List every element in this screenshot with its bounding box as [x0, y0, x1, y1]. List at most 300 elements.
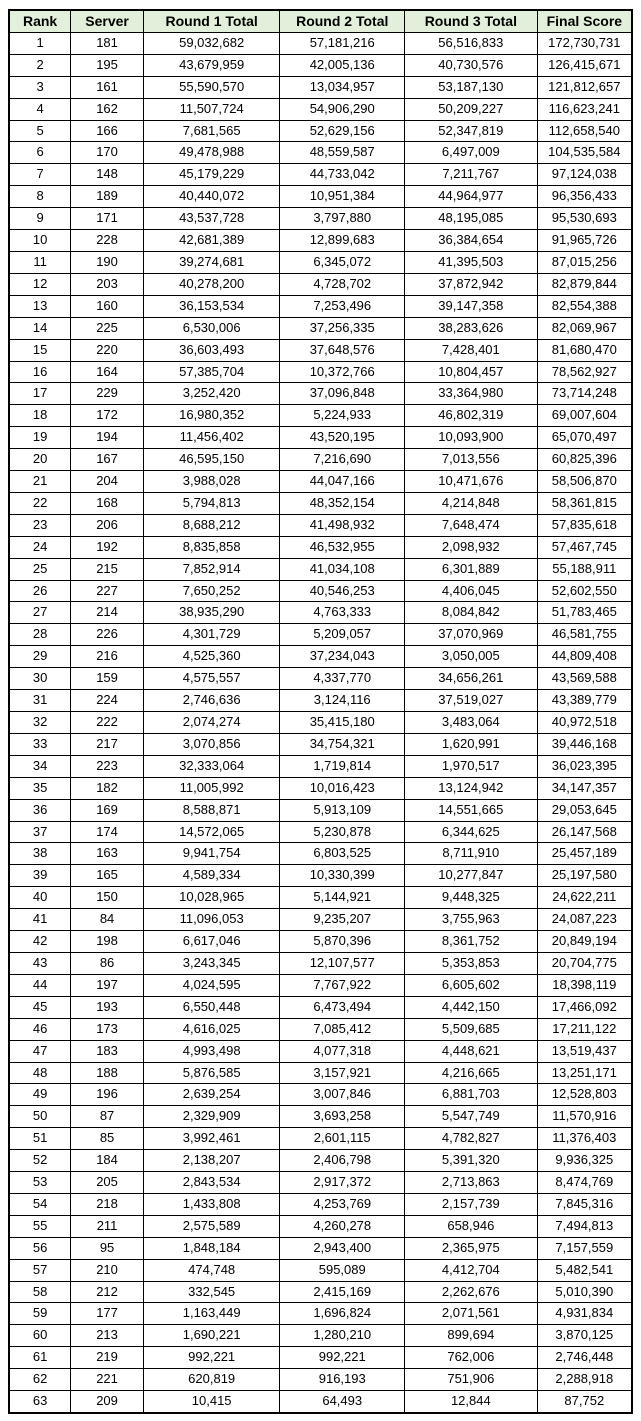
- cell-round3-total: 899,694: [405, 1325, 538, 1347]
- cell-round3-total: 1,970,517: [405, 755, 538, 777]
- cell-round1-total: 5,794,813: [143, 492, 280, 514]
- cell-rank: 49: [9, 1084, 71, 1106]
- cell-rank: 19: [9, 427, 71, 449]
- cell-rank: 38: [9, 843, 71, 865]
- cell-round2-total: 916,193: [280, 1369, 405, 1391]
- cell-final-score: 25,197,580: [537, 865, 632, 887]
- cell-round2-total: 34,754,321: [280, 733, 405, 755]
- cell-round3-total: 4,442,150: [405, 996, 538, 1018]
- cell-rank: 31: [9, 690, 71, 712]
- cell-final-score: 13,519,437: [537, 1040, 632, 1062]
- cell-server: 161: [71, 76, 144, 98]
- cell-server: 205: [71, 1172, 144, 1194]
- cell-round3-total: 37,070,969: [405, 624, 538, 646]
- table-row: [9, 1237, 632, 1259]
- table-row: [9, 1391, 632, 1413]
- cell-round3-total: 38,283,626: [405, 317, 538, 339]
- table-row: [9, 54, 632, 76]
- table-row: [9, 295, 632, 317]
- cell-final-score: 87,752: [537, 1391, 632, 1413]
- cell-server: 95: [71, 1237, 144, 1259]
- table-row: [9, 690, 632, 712]
- cell-round3-total: 1,620,991: [405, 733, 538, 755]
- table-row: [9, 887, 632, 909]
- cell-server: 184: [71, 1150, 144, 1172]
- cell-round2-total: 37,234,043: [280, 646, 405, 668]
- cell-server: 160: [71, 295, 144, 317]
- cell-round1-total: 39,274,681: [143, 251, 280, 273]
- cell-round1-total: 474,748: [143, 1259, 280, 1281]
- cell-round3-total: 13,124,942: [405, 777, 538, 799]
- cell-final-score: 46,581,755: [537, 624, 632, 646]
- cell-rank: 24: [9, 536, 71, 558]
- table-row: [9, 32, 632, 54]
- cell-round1-total: 3,992,461: [143, 1128, 280, 1150]
- cell-round1-total: 7,650,252: [143, 580, 280, 602]
- cell-round3-total: 53,187,130: [405, 76, 538, 98]
- cell-round3-total: 8,084,842: [405, 602, 538, 624]
- cell-server: 189: [71, 186, 144, 208]
- cell-rank: 8: [9, 186, 71, 208]
- cell-round1-total: 32,333,064: [143, 755, 280, 777]
- cell-round1-total: 59,032,682: [143, 32, 280, 54]
- table-row: [9, 208, 632, 230]
- cell-round1-total: 7,852,914: [143, 558, 280, 580]
- table-row: [9, 952, 632, 974]
- cell-final-score: 7,845,316: [537, 1193, 632, 1215]
- cell-round1-total: 2,074,274: [143, 712, 280, 734]
- cell-round2-total: 57,181,216: [280, 32, 405, 54]
- cell-round2-total: 7,767,922: [280, 974, 405, 996]
- cell-server: 196: [71, 1084, 144, 1106]
- cell-final-score: 9,936,325: [537, 1150, 632, 1172]
- cell-final-score: 11,570,916: [537, 1106, 632, 1128]
- cell-round2-total: 4,253,769: [280, 1193, 405, 1215]
- cell-round3-total: 10,277,847: [405, 865, 538, 887]
- cell-server: 150: [71, 887, 144, 909]
- cell-round2-total: 44,733,042: [280, 164, 405, 186]
- cell-round3-total: 5,509,685: [405, 1018, 538, 1040]
- cell-rank: 57: [9, 1259, 71, 1281]
- table-row: [9, 471, 632, 493]
- table-row: [9, 120, 632, 142]
- cell-server: 217: [71, 733, 144, 755]
- cell-round2-total: 2,917,372: [280, 1172, 405, 1194]
- cell-round3-total: 751,906: [405, 1369, 538, 1391]
- cell-round2-total: 4,077,318: [280, 1040, 405, 1062]
- cell-rank: 5: [9, 120, 71, 142]
- cell-final-score: 91,965,726: [537, 230, 632, 252]
- cell-round1-total: 4,575,557: [143, 668, 280, 690]
- table-row: [9, 492, 632, 514]
- cell-round2-total: 4,763,333: [280, 602, 405, 624]
- cell-round1-total: 2,329,909: [143, 1106, 280, 1128]
- cell-round3-total: 48,195,085: [405, 208, 538, 230]
- cell-server: 173: [71, 1018, 144, 1040]
- cell-round3-total: 6,605,602: [405, 974, 538, 996]
- cell-final-score: 43,389,779: [537, 690, 632, 712]
- cell-round3-total: 3,050,005: [405, 646, 538, 668]
- cell-server: 169: [71, 799, 144, 821]
- cell-server: 87: [71, 1106, 144, 1128]
- cell-server: 222: [71, 712, 144, 734]
- cell-rank: 62: [9, 1369, 71, 1391]
- cell-final-score: 3,870,125: [537, 1325, 632, 1347]
- cell-round2-total: 3,693,258: [280, 1106, 405, 1128]
- cell-final-score: 12,528,803: [537, 1084, 632, 1106]
- cell-final-score: 24,087,223: [537, 909, 632, 931]
- cell-round2-total: 5,870,396: [280, 931, 405, 953]
- cell-final-score: 36,023,395: [537, 755, 632, 777]
- header-row: [9, 10, 632, 32]
- cell-rank: 56: [9, 1237, 71, 1259]
- cell-round1-total: 9,941,754: [143, 843, 280, 865]
- cell-final-score: 29,053,645: [537, 799, 632, 821]
- cell-server: 228: [71, 230, 144, 252]
- cell-rank: 25: [9, 558, 71, 580]
- table-row: [9, 1347, 632, 1369]
- cell-round2-total: 3,797,880: [280, 208, 405, 230]
- cell-round3-total: 10,093,900: [405, 427, 538, 449]
- table-row: [9, 230, 632, 252]
- cell-round1-total: 2,138,207: [143, 1150, 280, 1172]
- cell-rank: 43: [9, 952, 71, 974]
- cell-rank: 3: [9, 76, 71, 98]
- cell-server: 192: [71, 536, 144, 558]
- cell-round3-total: 44,964,977: [405, 186, 538, 208]
- cell-rank: 58: [9, 1281, 71, 1303]
- cell-round3-total: 14,551,665: [405, 799, 538, 821]
- cell-final-score: 97,124,038: [537, 164, 632, 186]
- cell-final-score: 69,007,604: [537, 405, 632, 427]
- cell-server: 183: [71, 1040, 144, 1062]
- cell-server: 182: [71, 777, 144, 799]
- cell-server: 188: [71, 1062, 144, 1084]
- cell-round3-total: 5,547,749: [405, 1106, 538, 1128]
- cell-rank: 45: [9, 996, 71, 1018]
- leaderboard-table: [8, 9, 633, 1414]
- cell-final-score: 82,554,388: [537, 295, 632, 317]
- cell-server: 221: [71, 1369, 144, 1391]
- cell-rank: 4: [9, 98, 71, 120]
- cell-rank: 42: [9, 931, 71, 953]
- cell-round1-total: 6,617,046: [143, 931, 280, 953]
- cell-server: 212: [71, 1281, 144, 1303]
- cell-final-score: 24,622,211: [537, 887, 632, 909]
- cell-server: 229: [71, 383, 144, 405]
- cell-final-score: 121,812,657: [537, 76, 632, 98]
- cell-server: 193: [71, 996, 144, 1018]
- cell-round3-total: 2,098,932: [405, 536, 538, 558]
- cell-server: 171: [71, 208, 144, 230]
- table-row: [9, 602, 632, 624]
- cell-round1-total: 57,385,704: [143, 361, 280, 383]
- cell-final-score: 44,809,408: [537, 646, 632, 668]
- cell-round2-total: 43,520,195: [280, 427, 405, 449]
- cell-rank: 13: [9, 295, 71, 317]
- cell-round1-total: 49,478,988: [143, 142, 280, 164]
- cell-round3-total: 5,353,853: [405, 952, 538, 974]
- cell-final-score: 7,494,813: [537, 1215, 632, 1237]
- table-row: [9, 1281, 632, 1303]
- cell-server: 209: [71, 1391, 144, 1413]
- cell-rank: 46: [9, 1018, 71, 1040]
- table-row: [9, 1369, 632, 1391]
- cell-round3-total: 4,448,621: [405, 1040, 538, 1062]
- cell-final-score: 11,376,403: [537, 1128, 632, 1150]
- cell-final-score: 104,535,584: [537, 142, 632, 164]
- cell-round3-total: 762,006: [405, 1347, 538, 1369]
- cell-final-score: 57,835,618: [537, 514, 632, 536]
- cell-round1-total: 4,301,729: [143, 624, 280, 646]
- cell-server: 162: [71, 98, 144, 120]
- table-row: [9, 755, 632, 777]
- cell-round2-total: 10,951,384: [280, 186, 405, 208]
- table-row: [9, 580, 632, 602]
- cell-round1-total: 14,572,065: [143, 821, 280, 843]
- table-row: [9, 142, 632, 164]
- cell-server: 203: [71, 273, 144, 295]
- cell-server: 190: [71, 251, 144, 273]
- cell-round3-total: 7,013,556: [405, 449, 538, 471]
- cell-round1-total: 8,688,212: [143, 514, 280, 536]
- cell-server: 216: [71, 646, 144, 668]
- table-row: [9, 1193, 632, 1215]
- cell-round2-total: 64,493: [280, 1391, 405, 1413]
- cell-round3-total: 2,262,676: [405, 1281, 538, 1303]
- cell-rank: 52: [9, 1150, 71, 1172]
- cell-round1-total: 8,588,871: [143, 799, 280, 821]
- table-row: [9, 1150, 632, 1172]
- cell-round2-total: 37,648,576: [280, 339, 405, 361]
- cell-final-score: 17,211,122: [537, 1018, 632, 1040]
- cell-round3-total: 46,802,319: [405, 405, 538, 427]
- cell-round3-total: 6,881,703: [405, 1084, 538, 1106]
- cell-round1-total: 6,530,006: [143, 317, 280, 339]
- cell-round1-total: 4,525,360: [143, 646, 280, 668]
- cell-round3-total: 10,804,457: [405, 361, 538, 383]
- cell-round1-total: 36,153,534: [143, 295, 280, 317]
- cell-final-score: 73,714,248: [537, 383, 632, 405]
- cell-round2-total: 37,096,848: [280, 383, 405, 405]
- cell-round3-total: 12,844: [405, 1391, 538, 1413]
- cell-round3-total: 4,406,045: [405, 580, 538, 602]
- cell-rank: 21: [9, 471, 71, 493]
- cell-round1-total: 11,456,402: [143, 427, 280, 449]
- cell-final-score: 25,457,189: [537, 843, 632, 865]
- table-row: [9, 536, 632, 558]
- table-row: [9, 624, 632, 646]
- cell-round1-total: 40,278,200: [143, 273, 280, 295]
- cell-round1-total: 1,690,221: [143, 1325, 280, 1347]
- cell-rank: 15: [9, 339, 71, 361]
- column-header-round1-total: Round 1 Total: [143, 10, 280, 32]
- cell-final-score: 5,010,390: [537, 1281, 632, 1303]
- cell-round2-total: 1,280,210: [280, 1325, 405, 1347]
- cell-round3-total: 2,157,739: [405, 1193, 538, 1215]
- cell-round3-total: 4,782,827: [405, 1128, 538, 1150]
- cell-round2-total: 10,372,766: [280, 361, 405, 383]
- cell-round3-total: 8,711,910: [405, 843, 538, 865]
- table-row: [9, 1215, 632, 1237]
- cell-server: 174: [71, 821, 144, 843]
- cell-server: 167: [71, 449, 144, 471]
- cell-server: 168: [71, 492, 144, 514]
- cell-round2-total: 1,719,814: [280, 755, 405, 777]
- column-header-rank: Rank: [9, 10, 71, 32]
- table-row: [9, 1040, 632, 1062]
- cell-server: 86: [71, 952, 144, 974]
- cell-round2-total: 6,345,072: [280, 251, 405, 273]
- cell-round2-total: 3,157,921: [280, 1062, 405, 1084]
- cell-round1-total: 3,243,345: [143, 952, 280, 974]
- cell-round1-total: 43,537,728: [143, 208, 280, 230]
- cell-round1-total: 16,980,352: [143, 405, 280, 427]
- cell-round1-total: 3,252,420: [143, 383, 280, 405]
- cell-round1-total: 3,988,028: [143, 471, 280, 493]
- table-row: [9, 843, 632, 865]
- cell-rank: 6: [9, 142, 71, 164]
- cell-round1-total: 2,746,636: [143, 690, 280, 712]
- cell-rank: 40: [9, 887, 71, 909]
- cell-round3-total: 4,214,848: [405, 492, 538, 514]
- cell-round2-total: 992,221: [280, 1347, 405, 1369]
- cell-server: 195: [71, 54, 144, 76]
- cell-final-score: 8,474,769: [537, 1172, 632, 1194]
- cell-rank: 9: [9, 208, 71, 230]
- cell-round3-total: 7,648,474: [405, 514, 538, 536]
- cell-round3-total: 56,516,833: [405, 32, 538, 54]
- cell-rank: 29: [9, 646, 71, 668]
- cell-round1-total: 11,507,724: [143, 98, 280, 120]
- cell-round1-total: 10,415: [143, 1391, 280, 1413]
- cell-final-score: 39,446,168: [537, 733, 632, 755]
- cell-rank: 12: [9, 273, 71, 295]
- table-row: [9, 558, 632, 580]
- cell-round1-total: 42,681,389: [143, 230, 280, 252]
- cell-rank: 14: [9, 317, 71, 339]
- cell-rank: 41: [9, 909, 71, 931]
- cell-server: 165: [71, 865, 144, 887]
- cell-rank: 30: [9, 668, 71, 690]
- cell-round2-total: 48,352,154: [280, 492, 405, 514]
- cell-round3-total: 658,946: [405, 1215, 538, 1237]
- cell-final-score: 81,680,470: [537, 339, 632, 361]
- cell-round3-total: 2,713,863: [405, 1172, 538, 1194]
- cell-final-score: 2,746,448: [537, 1347, 632, 1369]
- cell-round3-total: 39,147,358: [405, 295, 538, 317]
- cell-round3-total: 4,216,665: [405, 1062, 538, 1084]
- cell-round1-total: 7,681,565: [143, 120, 280, 142]
- cell-round1-total: 4,589,334: [143, 865, 280, 887]
- cell-rank: 39: [9, 865, 71, 887]
- cell-server: 220: [71, 339, 144, 361]
- cell-round2-total: 595,089: [280, 1259, 405, 1281]
- cell-round2-total: 5,230,878: [280, 821, 405, 843]
- table-row: [9, 668, 632, 690]
- cell-final-score: 95,530,693: [537, 208, 632, 230]
- cell-round1-total: 992,221: [143, 1347, 280, 1369]
- cell-round2-total: 4,337,770: [280, 668, 405, 690]
- cell-round1-total: 36,603,493: [143, 339, 280, 361]
- cell-rank: 34: [9, 755, 71, 777]
- cell-round3-total: 7,211,767: [405, 164, 538, 186]
- cell-server: 204: [71, 471, 144, 493]
- table-body: [9, 32, 632, 1413]
- column-header-final-score: Final Score: [537, 10, 632, 32]
- cell-final-score: 20,849,194: [537, 931, 632, 953]
- table-row: [9, 1062, 632, 1084]
- cell-server: 84: [71, 909, 144, 931]
- table-row: [9, 996, 632, 1018]
- cell-rank: 32: [9, 712, 71, 734]
- cell-server: 215: [71, 558, 144, 580]
- cell-server: 148: [71, 164, 144, 186]
- cell-round1-total: 43,679,959: [143, 54, 280, 76]
- cell-rank: 27: [9, 602, 71, 624]
- cell-server: 210: [71, 1259, 144, 1281]
- cell-final-score: 51,783,465: [537, 602, 632, 624]
- table-row: [9, 974, 632, 996]
- cell-round3-total: 8,361,752: [405, 931, 538, 953]
- cell-round2-total: 2,601,115: [280, 1128, 405, 1150]
- cell-round3-total: 37,519,027: [405, 690, 538, 712]
- cell-final-score: 55,188,911: [537, 558, 632, 580]
- cell-round2-total: 5,224,933: [280, 405, 405, 427]
- cell-round1-total: 46,595,150: [143, 449, 280, 471]
- table-row: [9, 383, 632, 405]
- table-row: [9, 821, 632, 843]
- cell-round2-total: 35,415,180: [280, 712, 405, 734]
- table-row: [9, 1128, 632, 1150]
- cell-round2-total: 40,546,253: [280, 580, 405, 602]
- cell-server: 85: [71, 1128, 144, 1150]
- cell-round2-total: 9,235,207: [280, 909, 405, 931]
- table-row: [9, 273, 632, 295]
- cell-round1-total: 55,590,570: [143, 76, 280, 98]
- cell-round2-total: 54,906,290: [280, 98, 405, 120]
- cell-round2-total: 12,899,683: [280, 230, 405, 252]
- cell-round2-total: 4,728,702: [280, 273, 405, 295]
- cell-server: 223: [71, 755, 144, 777]
- cell-round1-total: 11,096,053: [143, 909, 280, 931]
- cell-round1-total: 1,163,449: [143, 1303, 280, 1325]
- cell-rank: 22: [9, 492, 71, 514]
- cell-rank: 47: [9, 1040, 71, 1062]
- cell-round3-total: 36,384,654: [405, 230, 538, 252]
- cell-round1-total: 6,550,448: [143, 996, 280, 1018]
- cell-round3-total: 10,471,676: [405, 471, 538, 493]
- cell-server: 206: [71, 514, 144, 536]
- table-header: [9, 10, 632, 32]
- cell-server: 194: [71, 427, 144, 449]
- cell-round1-total: 40,440,072: [143, 186, 280, 208]
- cell-rank: 36: [9, 799, 71, 821]
- cell-rank: 7: [9, 164, 71, 186]
- cell-final-score: 82,879,844: [537, 273, 632, 295]
- cell-rank: 10: [9, 230, 71, 252]
- cell-rank: 28: [9, 624, 71, 646]
- cell-final-score: 34,147,357: [537, 777, 632, 799]
- cell-round2-total: 6,473,494: [280, 996, 405, 1018]
- cell-rank: 35: [9, 777, 71, 799]
- cell-round3-total: 6,497,009: [405, 142, 538, 164]
- table-row: [9, 1084, 632, 1106]
- cell-server: 224: [71, 690, 144, 712]
- cell-round1-total: 1,848,184: [143, 1237, 280, 1259]
- cell-rank: 61: [9, 1347, 71, 1369]
- table-row: [9, 76, 632, 98]
